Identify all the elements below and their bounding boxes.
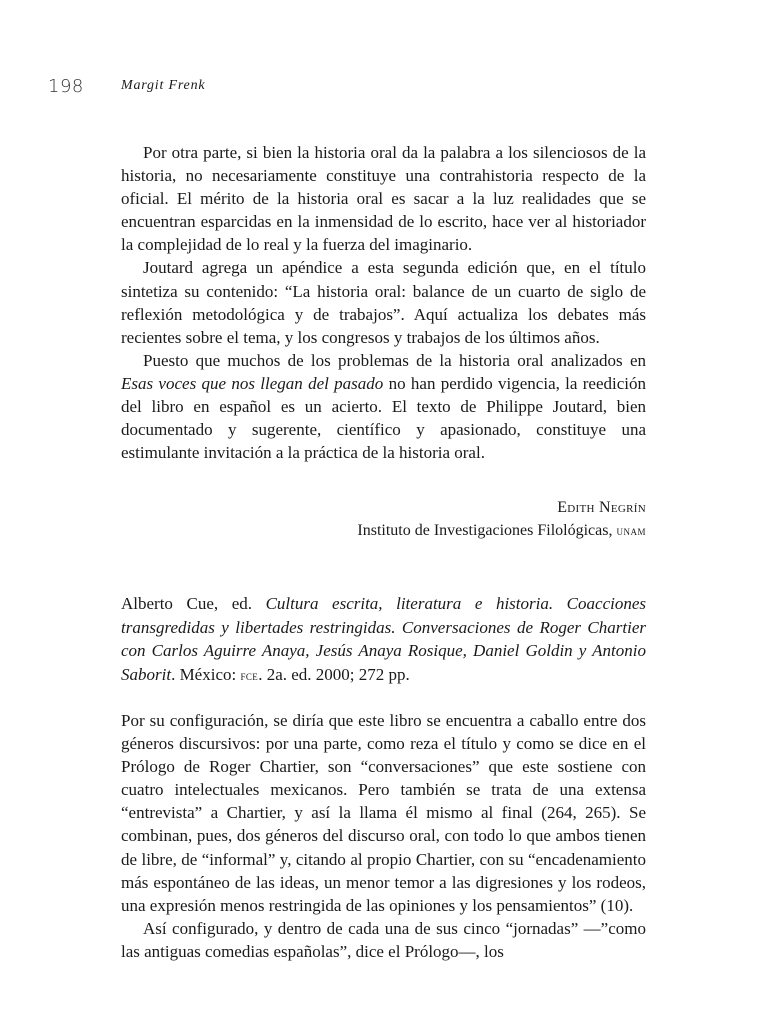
paragraph: Joutard agrega un apéndice a esta segunda edición que, en el título sintetiza su contenido: “La historia oral: balance de un cuarto de siglo de reflexión metodológica y de trabajos”. Aquí actualiza los debates más recientes sobre el tema, y los congresos y trabajos de los últimos años. [121, 258, 646, 347]
citation-author: Alberto Cue, ed. [121, 594, 266, 613]
book-title: Esas voces que nos llegan del pasado [121, 373, 384, 393]
reviewer-name: Edith Negrín [557, 499, 646, 516]
bibliographic-citation [121, 592, 646, 687]
paragraph-text: Puesto que muchos de los problemas de la historia oral analizados en [143, 350, 646, 370]
citation-edition: . 2a. ed. 2000; 272 pp. [258, 664, 410, 684]
institution-abbreviation: unam [616, 524, 646, 538]
citation-title: Cultura escrita, literatura e historia. Coacciones transgredidas y libertades restringidas. Conversaciones de Roger Chartier con Carlos Aguirre Anaya, Jesús Anaya Rosique, Daniel Goldin y Antonio Saborit [121, 594, 646, 684]
citation-publisher: fce [240, 667, 259, 683]
page-number: 198 [48, 76, 84, 97]
paragraph: Así configurado, y dentro de cada una de sus cinco “jornadas” —”como las antiguas comedias españolas”, dice el Prólogo—, los [121, 918, 646, 961]
running-head [48, 76, 648, 100]
review-body-chartier [121, 709, 646, 963]
paragraph: Por otra parte, si bien la historia oral da la palabra a los silenciosos de la historia, no necesariamente constituye una contrahistoria respecto de la oficial. El mérito de la historia oral es sacar a la luz realidades que se encuentran esparcidas en la inmensidad de lo escrito, hace ver al historiador la complejidad de lo real y la fuerza del imaginario. [121, 143, 646, 255]
institution-name: Instituto de Investigaciones Filológicas, [357, 522, 613, 539]
paragraph [121, 349, 646, 464]
reviewer-institution [357, 519, 646, 543]
citation-entry [121, 592, 646, 687]
review-body-joutard [121, 141, 646, 464]
running-head-author: Margit Frenk [121, 78, 206, 93]
citation-place: . México: [171, 664, 241, 684]
paragraph: Por su configuración, se diría que este libro se encuentra a caballo entre dos géneros discursivos: por una parte, como reza el título y como se dice en el Prólogo de Roger Chartier, son “conversaciones” que este sostiene con cuatro intelectuales mexicanos. Pero también se trata de una extensa “entrevista” a Chartier, y así la llama él mismo al final (264, 265). Se combinan, pues, dos géneros del discurso oral, con todo lo que ambos tienen de libre, de “informal” y, citando al propio Chartier, con su “encadenamiento más espontáneo de las ideas, un menor temor a las digresiones y los rodeos, una expresión menos restringida de las opiniones y los pensamientos” (10). [121, 711, 646, 915]
paragraph-text: no han perdido vigencia, la reedición del libro en español es un acierto. El texto de Philippe Joutard, bien documentado y sugerente, científico y apasionado, constituye una estimulante invitación a la práctica de la historia oral. [121, 373, 646, 463]
review-signature [357, 496, 646, 543]
